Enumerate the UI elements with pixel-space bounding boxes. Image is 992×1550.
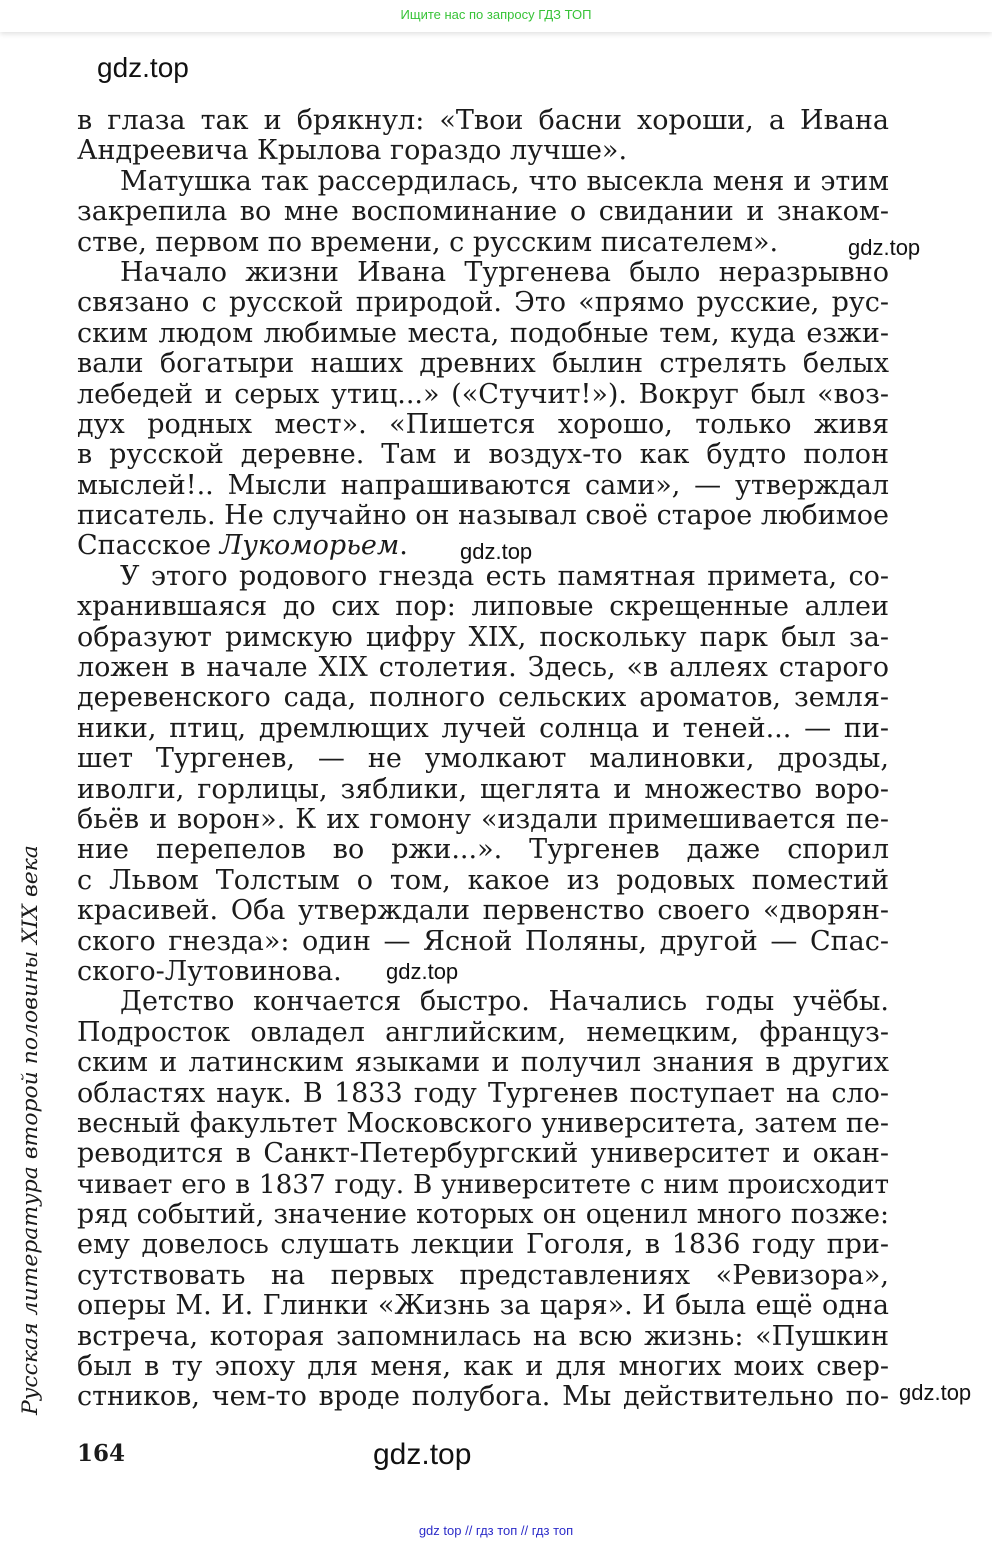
text-line: иволги, горлицы, зяблики, щеглята и множество воро- <box>77 773 889 805</box>
watermark: gdz.top <box>97 52 189 83</box>
watermark: gdz.top <box>373 1438 472 1471</box>
text-line: связано с русской природой. Это «прямо русские, рус- <box>77 287 889 319</box>
page-number: 164 <box>77 1440 126 1467</box>
text-line: Детство кончается быстро. Начались годы учёбы. <box>120 986 889 1018</box>
text-line: деревенского сада, полного сельских ароматов, земля- <box>77 682 889 714</box>
text-line: ским и латинским языками и получил знания в других <box>77 1047 889 1079</box>
text-line: мыслей!.. Мысли напрашиваются сами», — утверждал <box>77 469 889 501</box>
text-line: ряд событий, значение которых он оценил много позже: <box>77 1199 889 1231</box>
text-line: ники, птиц, дремлющих лучей солнца и теней... — пи- <box>77 712 889 744</box>
text-line: лебедей и серых утиц...» («Стучит!»). Вокруг был «воз- <box>77 378 889 410</box>
text-line: сутствовать на первых представлениях «Ревизора», <box>77 1259 889 1291</box>
text-line: стве, первом по времени, с русским писателем». <box>77 226 779 258</box>
text-line: был в ту эпоху для меня, как и для многих моих свер- <box>77 1351 889 1383</box>
text-line: с Львом Толстым о том, какое из родовых поместий <box>77 864 889 896</box>
side-caption: Русская литература второй половины XIX века <box>18 845 43 1415</box>
watermark: gdz.top <box>848 235 921 260</box>
italic-phrase: Лукоморьем <box>219 530 400 562</box>
text-line: дух родных мест». «Пишется хорошо, только живя <box>77 408 889 440</box>
text-line: красивей. Оба утверждали первенство своего «дворян- <box>77 895 889 927</box>
body-text <box>77 106 889 1413</box>
text-line: образуют римскую цифру XIX, поскольку парк был за- <box>77 621 889 653</box>
text-line: Начало жизни Ивана Тургенева было неразрывно <box>120 256 889 288</box>
text-line: Андреевича Крылова гораздо лучше». <box>77 135 628 167</box>
text-segment: Спасское <box>77 530 212 562</box>
text-line: ского-Лутовинова. <box>77 955 342 987</box>
text-line: в глаза так и брякнул: «Твои басни хороши, а Ивана <box>77 105 889 136</box>
footer-links[interactable]: gdz top // гдз топ // гдз топ <box>418 1523 574 1538</box>
text-line: весный факультет Московского университета, затем пе- <box>77 1107 889 1139</box>
text-line: У этого родового гнезда есть памятная примета, со- <box>120 560 889 592</box>
text-line: реводится в Санкт-Петербургский университет и окан- <box>77 1138 889 1170</box>
text-line: шет Тургенев, — не умолкают малиновки, дрозды, <box>77 743 889 775</box>
text-line: стников, чем-то вроде полубога. Мы действительно по- <box>77 1381 889 1413</box>
text-line: писатель. Не случайно он называл своё старое любимое <box>77 500 889 532</box>
text-line: Подросток овладел английским, немецким, француз- <box>77 1016 889 1048</box>
text-line <box>77 531 889 561</box>
watermark: gdz.top <box>386 959 459 984</box>
text-line: закрепила во мне воспоминание о свидании и знаком- <box>77 196 889 228</box>
text-line: встреча, которая запомнилась на всю жизнь: «Пушкин <box>77 1320 889 1352</box>
text-line: ему довелось слушать лекции Гоголя, в 1836 году при- <box>77 1229 889 1261</box>
text-line: ского гнезда»: один — Ясной Поляны, другой — Спас- <box>77 925 889 957</box>
text-line: ложен в начале XIX столетия. Здесь, «в аллеях старого <box>77 652 889 684</box>
text-segment: . <box>399 530 408 562</box>
text-line: хранившаяся до сих пор: липовые скрещенные аллеи <box>77 591 889 623</box>
text-line: в русской деревне. Там и воздух-то как будто полон <box>77 439 889 471</box>
text-line: оперы М. И. Глинки «Жизнь за царя». И была ещё одна <box>77 1290 889 1322</box>
text-line: бьёв и ворон». К их гомону «издали примешивается пе- <box>77 803 889 835</box>
text-line: ским людом любимые места, подобные тем, куда езжи- <box>77 317 889 349</box>
watermark: gdz.top <box>899 1380 972 1405</box>
text-line: чивает его в 1837 году. В университете с ним происходит <box>77 1169 889 1200</box>
text-line: вали богатыри наших древних былин стрелять белых <box>77 348 889 380</box>
watermark: gdz.top <box>460 539 533 564</box>
text-line: областях наук. В 1833 году Тургенев поступает на сло- <box>77 1077 889 1109</box>
text-line: Матушка так рассердилась, что высекла меня и этим <box>120 165 889 197</box>
text-line: ние перепелов во ржи...». Тургенев даже спорил <box>77 834 889 866</box>
top-banner: Ищите нас по запросу ГДЗ ТОП <box>0 0 992 32</box>
